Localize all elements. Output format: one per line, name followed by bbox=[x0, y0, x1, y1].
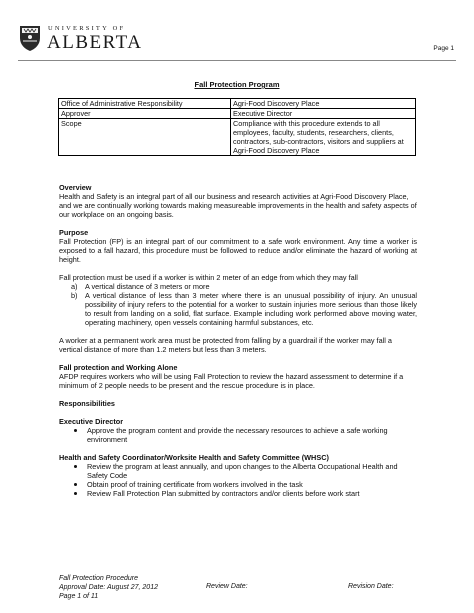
list-item-text: A vertical distance of less than 3 meter where there is an unusual possibility of injury. An unusual possibility of injury refers to the potential for a worker to sustain injuries more serious than those likely to result from landing on a solid, flat surface. Example including work performed above moving water, operating machinery, open vessels containing harmful substances, etc. bbox=[85, 291, 417, 327]
table-row bbox=[59, 109, 416, 119]
document-title: Fall Protection Program bbox=[194, 80, 280, 89]
criteria-list bbox=[59, 282, 417, 327]
list-item bbox=[59, 426, 417, 444]
list-item bbox=[59, 480, 417, 489]
list-item-text: A vertical distance of 3 meters or more bbox=[85, 282, 210, 291]
table-cell-value: Agri-Food Discovery Place bbox=[231, 99, 416, 109]
footer-review-date: Review Date: bbox=[206, 583, 248, 590]
purpose-heading: Purpose bbox=[59, 228, 89, 237]
list-marker: a) bbox=[71, 282, 78, 291]
hs-coordinator-heading: Health and Safety Coordinator/Worksite Health and Safety Committee (WHSC) bbox=[59, 453, 329, 462]
bullet-icon bbox=[74, 429, 77, 432]
responsibility-table bbox=[58, 98, 416, 156]
crest-icon bbox=[18, 24, 42, 52]
list-item bbox=[59, 282, 417, 291]
list-item bbox=[59, 489, 417, 498]
footer-approval-date: Approval Date: August 27, 2012 bbox=[59, 584, 158, 591]
working-alone-heading: Fall protection and Working Alone bbox=[59, 363, 178, 372]
bullet-icon bbox=[74, 483, 77, 486]
hs-coordinator-list bbox=[59, 462, 417, 498]
table-cell-value: Executive Director bbox=[231, 109, 416, 119]
list-item bbox=[59, 291, 417, 327]
document-footer bbox=[59, 574, 158, 601]
table-row bbox=[59, 119, 416, 156]
list-item-text: Approve the program content and provide the necessary resources to achieve a safe working environment bbox=[87, 426, 388, 444]
footer-revision-date: Revision Date: bbox=[348, 583, 394, 590]
footer-page-count: Page 1 of 11 bbox=[59, 593, 99, 600]
guardrail-text: A worker at a permanent work area must be protected from falling by a guardrail if the worker may fall a vertical distance of more than 1.2 meters but less than 3 meters. bbox=[59, 336, 392, 354]
university-name: ALBERTA bbox=[47, 32, 143, 53]
list-item-text: Review the program at least annually, and upon changes to the Alberta Occupational Health and Safety Code bbox=[87, 462, 398, 480]
executive-director-list bbox=[59, 426, 417, 444]
table-row bbox=[59, 99, 416, 109]
table-cell-value: Compliance with this procedure extends to all employees, faculty, students, researchers, clients, contractors, sub-contractors, visitors and suppliers at Agri-Food Discovery Place bbox=[231, 119, 416, 156]
header-rule bbox=[18, 60, 456, 61]
table-cell-label: Scope bbox=[59, 119, 231, 156]
footer-title: Fall Protection Procedure bbox=[59, 575, 138, 582]
list-marker: b) bbox=[71, 291, 78, 300]
overview-heading: Overview bbox=[59, 183, 92, 192]
list-item bbox=[59, 462, 417, 480]
bullet-icon bbox=[74, 492, 77, 495]
purpose-criteria-intro: Fall protection must be used if a worker is within 2 meter of an edge from which they may fall bbox=[59, 273, 358, 282]
overview-text: Health and Safety is an integral part of all our business and research activities at Agri-Food Discovery Place, and we are continually working towards making measureable improvements in the health and safety aspects of our workplace on an ongoing basis. bbox=[59, 192, 417, 219]
list-item-text: Obtain proof of training certificate from workers involved in the task bbox=[87, 480, 303, 489]
executive-director-heading: Executive Director bbox=[59, 417, 124, 426]
purpose-text: Fall Protection (FP) is an integral part of our commitment to a safe work environment. Any time a worker is exposed to a fall hazard, this procedure must be followed to reduce and/or eliminate the hazard of working at height. bbox=[59, 237, 417, 264]
page-label: Page 1 bbox=[433, 45, 454, 52]
university-logo bbox=[18, 22, 148, 54]
table-cell-label: Office of Administrative Responsibility bbox=[59, 99, 231, 109]
table-cell-label: Approver bbox=[59, 109, 231, 119]
university-small-text: UNIVERSITY OF bbox=[48, 25, 126, 32]
working-alone-text: AFDP requires workers who will be using Fall Protection to review the hazard assessment to determine if a minimum of 2 people needs to be present and the rescue procedure is in place. bbox=[59, 372, 404, 390]
bullet-icon bbox=[74, 465, 77, 468]
list-item-text: Review Fall Protection Plan submitted by contractors and/or clients before work start bbox=[87, 489, 360, 498]
document-body bbox=[59, 183, 417, 498]
responsibilities-heading: Responsibilities bbox=[59, 399, 115, 408]
